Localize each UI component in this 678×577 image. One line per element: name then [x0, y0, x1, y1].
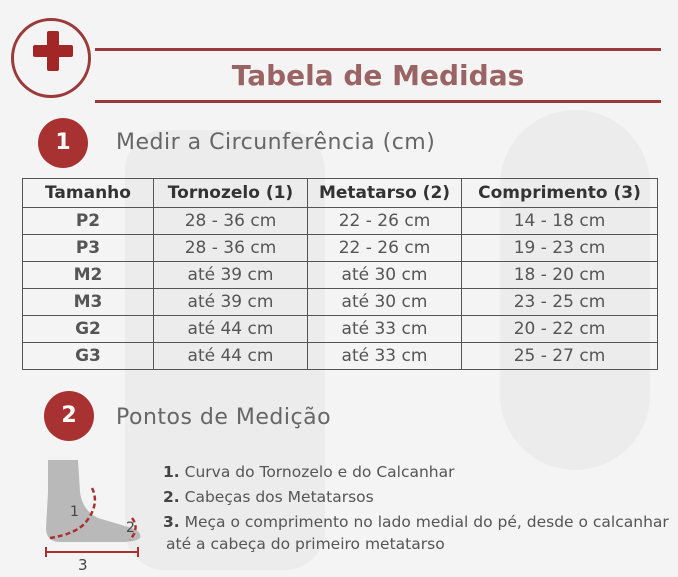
- cell-size: M3: [23, 289, 154, 316]
- cell-metatarsal: até 30 cm: [308, 262, 462, 289]
- cell-length: 14 - 18 cm: [462, 208, 658, 235]
- section-2-title: Pontos de Medição: [116, 405, 332, 430]
- table-header-length: Comprimento (3): [462, 179, 658, 208]
- cell-size: M2: [23, 262, 154, 289]
- cell-size: G2: [23, 316, 154, 343]
- cell-length: 20 - 22 cm: [462, 316, 658, 343]
- cell-metatarsal: até 33 cm: [308, 316, 462, 343]
- section-2-badge: 2: [44, 391, 94, 441]
- cell-length: 23 - 25 cm: [462, 289, 658, 316]
- point-3-text-continued: até a cabeça do primeiro metatarso: [166, 535, 445, 553]
- cell-ankle: até 39 cm: [154, 262, 308, 289]
- cell-length: 19 - 23 cm: [462, 235, 658, 262]
- cell-ankle: 28 - 36 cm: [154, 235, 308, 262]
- page-title: Tabela de Medidas: [231, 59, 525, 92]
- cell-metatarsal: até 33 cm: [308, 343, 462, 370]
- cell-size: P3: [23, 235, 154, 262]
- cell-length: 25 - 27 cm: [462, 343, 658, 370]
- header-logo-circle: [11, 18, 91, 98]
- table-row: [23, 289, 658, 316]
- point-1-text: Curva do Tornozelo e do Calcanhar: [184, 463, 455, 481]
- point-1: [163, 463, 454, 481]
- point-1-number: 1.: [163, 463, 180, 481]
- table-row: [23, 262, 658, 289]
- cell-ankle: até 39 cm: [154, 289, 308, 316]
- point-2-text: Cabeças dos Metatarsos: [184, 488, 374, 506]
- cell-ankle: até 44 cm: [154, 316, 308, 343]
- header-line-bottom: [95, 100, 661, 103]
- table-row: [23, 343, 658, 370]
- section-1-badge: 1: [38, 118, 88, 168]
- table-header-ankle: Tornozelo (1): [154, 179, 308, 208]
- point-3-text: Meça o comprimento no lado medial do pé, desde o calcanhar: [184, 513, 669, 531]
- table-header-metatarsal: Metatarso (2): [308, 179, 462, 208]
- table-header-row: [23, 179, 658, 208]
- table-row: [23, 316, 658, 343]
- cell-size: G3: [23, 343, 154, 370]
- header-line-top: [95, 48, 661, 51]
- diagram-label-3: 3: [78, 556, 88, 574]
- cell-metatarsal: 22 - 26 cm: [308, 235, 462, 262]
- point-2: [163, 488, 374, 506]
- section-1-title: Medir a Circunferência (cm): [116, 130, 436, 155]
- point-3: [163, 513, 669, 531]
- cell-length: 18 - 20 cm: [462, 262, 658, 289]
- point-2-number: 2.: [163, 488, 180, 506]
- diagram-label-2: 2: [126, 520, 135, 536]
- cell-metatarsal: 22 - 26 cm: [308, 208, 462, 235]
- table-row: [23, 208, 658, 235]
- diagram-label-1: 1: [70, 504, 79, 520]
- cell-size: P2: [23, 208, 154, 235]
- cell-metatarsal: até 30 cm: [308, 289, 462, 316]
- table-header-size: Tamanho: [23, 179, 154, 208]
- foot-diagram: [40, 452, 158, 574]
- table-row: [23, 235, 658, 262]
- cell-ankle: 28 - 36 cm: [154, 208, 308, 235]
- size-table: [22, 178, 658, 370]
- point-3-number: 3.: [163, 513, 180, 531]
- cell-ankle: até 44 cm: [154, 343, 308, 370]
